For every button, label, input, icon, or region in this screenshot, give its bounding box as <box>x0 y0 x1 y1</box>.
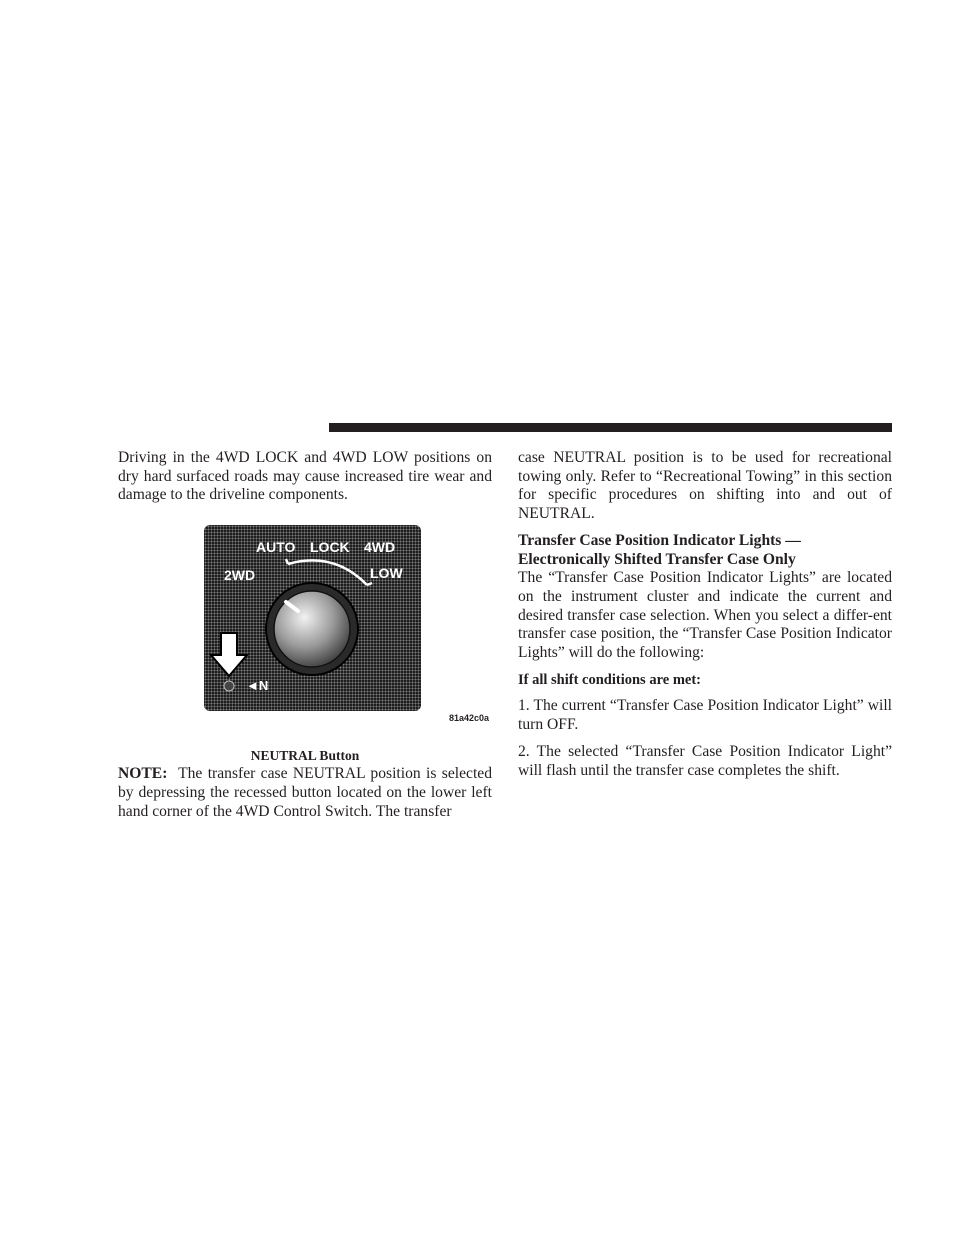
4wd-control-switch-illustration <box>204 525 421 711</box>
figure-neutral-button <box>118 525 492 747</box>
range-arc <box>288 561 367 586</box>
note-text: The transfer case NEUTRAL position is selected by depressing the recessed button located on the lower left hand corner of the 4WD Control Switch. The transfer <box>118 765 492 820</box>
list-item-1: 1. The current “Transfer Case Position Indicator Light” will turn OFF. <box>518 697 892 734</box>
note-paragraph <box>118 765 492 821</box>
section-rule <box>329 423 892 432</box>
neutral-recessed-button <box>224 681 234 691</box>
paragraph-4wd-lock-warning: Driving in the 4WD LOCK and 4WD LOW positions on dry hard surfaced roads may cause increased tire wear and damage to the driveline components. <box>118 449 492 504</box>
right-column <box>518 449 892 780</box>
label-4wd: 4WD <box>364 539 396 556</box>
label-lock: LOCK <box>310 539 350 556</box>
left-column <box>118 449 492 821</box>
label-low: LOW <box>370 565 403 582</box>
paragraph-neutral-towing: case NEUTRAL position is to be used for recreational towing only. Refer to “Recreational Towing” in this section for specific procedures on shifting into and out of NEUTRAL. <box>518 449 892 523</box>
note-label: NOTE: <box>118 765 168 783</box>
label-neutral: ◄N <box>246 678 269 694</box>
list-item-2: 2. The selected “Transfer Case Position Indicator Light” will flash until the transfer case completes the shift. <box>518 742 892 779</box>
label-auto: AUTO <box>256 539 296 556</box>
paragraph-indicator-lights: The “Transfer Case Position Indicator Lights” are located on the instrument cluster and indicate the current and desired transfer case selection. When you select a differ-ent transfer case position, the “Transfer Case Position Indicator Lights” will do the following: <box>518 569 892 662</box>
down-arrow-icon <box>211 633 247 676</box>
label-2wd: 2WD <box>224 567 256 584</box>
subheading-shift-conditions: If all shift conditions are met: <box>518 671 701 688</box>
heading-indicator-lights-line1: Transfer Case Position Indicator Lights — <box>518 531 801 549</box>
heading-indicator-lights-line2: Electronically Shifted Transfer Case Only <box>518 550 796 568</box>
figure-caption: NEUTRAL Button <box>250 748 360 764</box>
figure-id: 81a42c0a <box>449 713 490 724</box>
